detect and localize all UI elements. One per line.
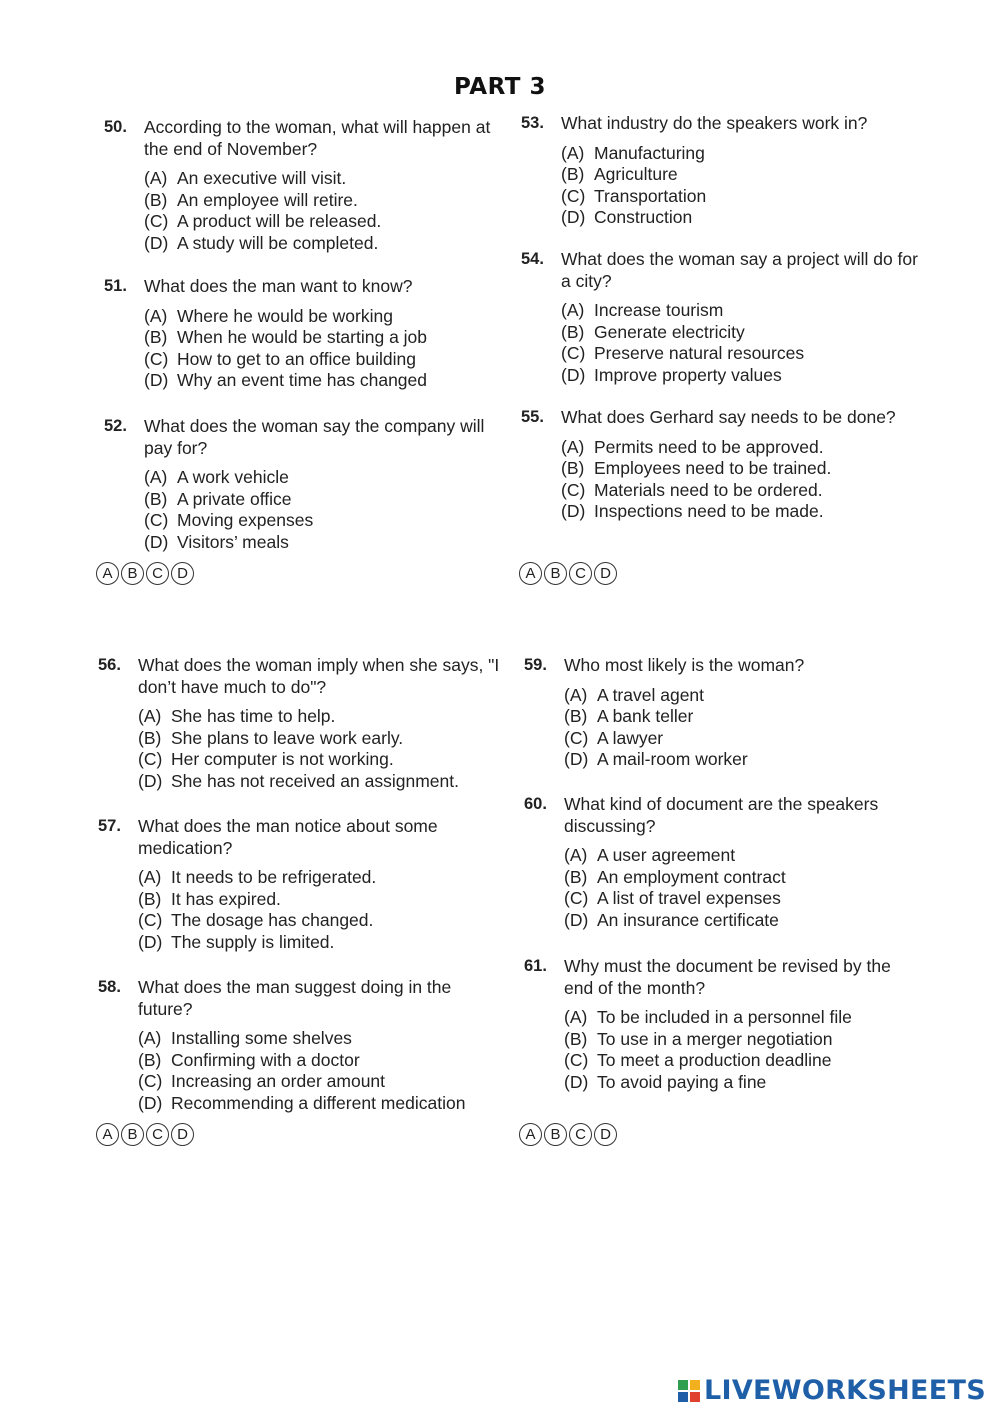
- question-number: 57.: [98, 817, 121, 835]
- question-header: [524, 794, 924, 837]
- option-item: [138, 749, 508, 771]
- option-text: Visitors’ meals: [177, 531, 289, 552]
- option-item: [561, 343, 921, 365]
- option-item: [144, 190, 504, 212]
- option-letter: (C): [144, 348, 169, 369]
- question-header: [104, 276, 504, 298]
- option-text: When he would be starting a job: [177, 327, 428, 348]
- option-item: [144, 327, 504, 349]
- answer-bubble-b[interactable]: B: [544, 562, 567, 585]
- option-text: A private office: [177, 488, 292, 509]
- option-item: [564, 867, 924, 889]
- option-text: Increasing an order amount: [171, 1071, 386, 1092]
- option-item: [138, 1028, 498, 1050]
- question-header: [104, 117, 504, 160]
- option-letter: (A): [138, 706, 162, 726]
- option-letter: (C): [564, 888, 589, 909]
- option-letter: (A): [138, 867, 162, 887]
- answer-bubble-d[interactable]: D: [594, 1123, 617, 1146]
- option-item: [144, 489, 509, 511]
- option-list: [104, 306, 504, 392]
- question-number: 61.: [524, 957, 547, 975]
- option-text: To avoid paying a fine: [597, 1071, 767, 1092]
- option-letter: (B): [138, 727, 162, 748]
- option-letter: (B): [138, 888, 162, 909]
- question-header: [98, 816, 498, 859]
- option-text: Moving expenses: [177, 510, 314, 531]
- option-letter: (D): [561, 501, 586, 522]
- option-item: [561, 365, 921, 387]
- option-letter: (A): [564, 684, 588, 705]
- question-text: Who most likely is the woman?: [564, 655, 805, 675]
- option-letter: (B): [138, 1049, 162, 1070]
- option-item: [564, 845, 924, 867]
- option-letter: (D): [138, 1092, 163, 1113]
- option-item: [138, 1071, 498, 1093]
- question-block: [524, 655, 924, 771]
- question-text: What does the man suggest doing in the future?: [138, 977, 452, 1019]
- option-item: [561, 164, 921, 186]
- question-number: 51.: [104, 277, 127, 295]
- option-text: A mail-room worker: [597, 749, 748, 770]
- question-header: [521, 113, 921, 135]
- question-block: [104, 276, 504, 392]
- answer-bubble-d[interactable]: D: [594, 562, 617, 585]
- question-text: What does the woman imply when she says, "I don’t have much to do"?: [138, 655, 500, 697]
- question-text: What does the man want to know?: [144, 276, 413, 296]
- option-list: [524, 845, 924, 931]
- page-title: PART 3: [454, 74, 546, 100]
- option-text: Where he would be working: [177, 305, 393, 326]
- answer-bubbles: [519, 562, 617, 585]
- option-text: A work vehicle: [177, 467, 289, 487]
- option-letter: (D): [561, 364, 586, 385]
- option-text: A bank teller: [597, 706, 694, 727]
- option-item: [138, 728, 508, 750]
- option-list: [521, 143, 921, 229]
- question-block: [104, 117, 504, 254]
- question-block: [98, 816, 498, 953]
- question-block: [98, 655, 508, 792]
- liveworksheets-logo-icon: [677, 1379, 701, 1403]
- option-text: She has time to help.: [171, 706, 336, 726]
- option-item: [144, 168, 504, 190]
- option-text: An employment contract: [597, 866, 786, 887]
- option-item: [138, 706, 508, 728]
- option-item: [564, 749, 924, 771]
- option-item: [138, 889, 498, 911]
- option-text: Permits need to be approved.: [594, 436, 824, 457]
- option-letter: (D): [561, 207, 586, 228]
- option-item: [138, 867, 498, 889]
- question-number: 56.: [98, 656, 121, 674]
- option-text: It needs to be refrigerated.: [171, 867, 377, 887]
- option-text: An insurance certificate: [597, 909, 779, 930]
- option-text: Recommending a different medication: [171, 1092, 466, 1113]
- option-list: [98, 706, 508, 792]
- option-text: To be included in a personnel file: [597, 1007, 852, 1027]
- option-letter: (A): [561, 436, 585, 457]
- question-header: [521, 407, 921, 429]
- option-letter: (B): [144, 488, 168, 509]
- answer-bubble-b[interactable]: B: [121, 562, 144, 585]
- option-letter: (A): [144, 305, 168, 326]
- option-letter: (A): [561, 142, 585, 163]
- option-item: [144, 233, 504, 255]
- question-text: What does Gerhard say needs to be done?: [561, 407, 896, 427]
- option-letter: (A): [564, 845, 588, 865]
- question-number: 50.: [104, 118, 127, 136]
- question-block: [98, 977, 498, 1114]
- answer-bubble-d[interactable]: D: [171, 562, 194, 585]
- option-text: Generate electricity: [594, 321, 745, 342]
- question-number: 58.: [98, 978, 121, 996]
- option-item: [144, 306, 504, 328]
- option-letter: (C): [564, 1050, 589, 1071]
- option-letter: (D): [144, 232, 169, 253]
- option-list: [98, 867, 498, 953]
- answer-bubble-c[interactable]: C: [146, 1123, 169, 1146]
- option-item: [564, 1007, 924, 1029]
- option-item: [144, 510, 509, 532]
- answer-bubble-b[interactable]: B: [121, 1123, 144, 1146]
- question-header: [98, 977, 498, 1020]
- option-letter: (D): [564, 1071, 589, 1092]
- option-item: [564, 706, 924, 728]
- option-text: A study will be completed.: [177, 232, 379, 253]
- question-text: What does the woman say the company will pay for?: [144, 416, 485, 458]
- option-letter: (D): [138, 931, 163, 952]
- option-item: [561, 458, 921, 480]
- question-block: [524, 956, 924, 1093]
- option-text: Her computer is not working.: [171, 749, 394, 770]
- option-item: [138, 1093, 498, 1115]
- answer-bubble-a[interactable]: A: [96, 562, 119, 585]
- option-letter: (D): [144, 370, 169, 391]
- option-letter: (C): [144, 211, 169, 232]
- option-text: Confirming with a doctor: [171, 1049, 360, 1070]
- question-block: [524, 794, 924, 931]
- option-text: It has expired.: [171, 888, 281, 909]
- option-text: A travel agent: [597, 684, 705, 705]
- option-letter: (B): [564, 706, 588, 727]
- option-text: Increase tourism: [594, 300, 724, 320]
- answer-bubble-a[interactable]: A: [519, 562, 542, 585]
- answer-bubble-b[interactable]: B: [544, 1123, 567, 1146]
- option-item: [138, 1050, 498, 1072]
- option-item: [564, 1050, 924, 1072]
- question-text: What does the woman say a project will do for a city?: [561, 249, 918, 291]
- option-letter: (B): [561, 164, 585, 185]
- option-letter: (C): [138, 749, 163, 770]
- question-block: [521, 249, 921, 386]
- option-text: Manufacturing: [594, 142, 705, 163]
- option-letter: (C): [144, 510, 169, 531]
- option-letter: (B): [144, 327, 168, 348]
- question-number: 52.: [104, 417, 127, 435]
- option-item: [564, 1072, 924, 1094]
- option-text: The supply is limited.: [171, 931, 335, 952]
- logo-text: LIVEWORKSHEETS: [703, 1375, 986, 1406]
- option-letter: (A): [144, 168, 168, 188]
- answer-bubble-d[interactable]: D: [171, 1123, 194, 1146]
- option-list: [521, 300, 921, 386]
- option-letter: (B): [561, 321, 585, 342]
- option-text: Agriculture: [594, 164, 678, 185]
- liveworksheets-logo: [677, 1375, 986, 1406]
- option-item: [561, 143, 921, 165]
- option-item: [564, 728, 924, 750]
- option-list: [98, 1028, 498, 1114]
- option-item: [144, 211, 504, 233]
- question-number: 54.: [521, 250, 544, 268]
- option-letter: (C): [564, 727, 589, 748]
- option-list: [521, 437, 921, 523]
- option-text: The dosage has changed.: [171, 910, 374, 931]
- option-item: [561, 322, 921, 344]
- option-letter: (A): [144, 467, 168, 487]
- option-letter: (A): [138, 1028, 162, 1048]
- answer-bubble-c[interactable]: C: [569, 1123, 592, 1146]
- question-text: According to the woman, what will happen at the end of November?: [144, 117, 491, 159]
- option-text: To meet a production deadline: [597, 1050, 832, 1071]
- question-number: 59.: [524, 656, 547, 674]
- option-item: [138, 771, 508, 793]
- answer-bubble-c[interactable]: C: [569, 562, 592, 585]
- option-item: [144, 370, 504, 392]
- option-letter: (D): [564, 909, 589, 930]
- option-letter: (B): [561, 458, 585, 479]
- answer-bubble-a[interactable]: A: [519, 1123, 542, 1146]
- option-item: [138, 932, 498, 954]
- option-text: To use in a merger negotiation: [597, 1028, 833, 1049]
- option-text: A user agreement: [597, 845, 736, 865]
- answer-bubbles: [519, 1123, 617, 1146]
- question-block: [521, 113, 921, 229]
- option-item: [564, 1029, 924, 1051]
- option-list: [104, 467, 509, 553]
- question-text: What industry do the speakers work in?: [561, 113, 868, 133]
- option-letter: (A): [561, 300, 585, 320]
- question-text: What does the man notice about some medication?: [138, 816, 438, 858]
- option-list: [524, 685, 924, 771]
- option-letter: (B): [144, 189, 168, 210]
- option-text: Why an event time has changed: [177, 370, 428, 391]
- option-item: [144, 532, 509, 554]
- question-number: 55.: [521, 408, 544, 426]
- option-letter: (D): [138, 770, 163, 791]
- option-item: [561, 300, 921, 322]
- option-item: [564, 888, 924, 910]
- question-number: 53.: [521, 114, 544, 132]
- option-item: [564, 910, 924, 932]
- option-text: She plans to leave work early.: [171, 727, 404, 748]
- answer-bubble-a[interactable]: A: [96, 1123, 119, 1146]
- option-letter: (C): [561, 343, 586, 364]
- option-item: [561, 501, 921, 523]
- option-text: Transportation: [594, 185, 707, 206]
- option-text: A lawyer: [597, 727, 664, 748]
- option-letter: (C): [138, 910, 163, 931]
- option-text: Employees need to be trained.: [594, 458, 832, 479]
- question-header: [521, 249, 921, 292]
- option-letter: (D): [564, 749, 589, 770]
- option-text: How to get to an office building: [177, 348, 417, 369]
- question-header: [524, 655, 924, 677]
- option-letter: (A): [564, 1007, 588, 1027]
- question-header: [524, 956, 924, 999]
- question-block: [104, 416, 509, 553]
- option-letter: (B): [564, 1028, 588, 1049]
- option-text: Inspections need to be made.: [594, 501, 824, 522]
- option-item: [564, 685, 924, 707]
- option-text: A product will be released.: [177, 211, 382, 232]
- question-number: 60.: [524, 795, 547, 813]
- option-letter: (C): [561, 185, 586, 206]
- option-letter: (D): [144, 531, 169, 552]
- option-text: An executive will visit.: [177, 168, 347, 188]
- option-letter: (C): [138, 1071, 163, 1092]
- option-item: [144, 349, 504, 371]
- option-item: [138, 910, 498, 932]
- option-letter: (C): [561, 479, 586, 500]
- option-text: She has not received an assignment.: [171, 770, 459, 791]
- option-text: Improve property values: [594, 364, 782, 385]
- option-text: Materials need to be ordered.: [594, 479, 823, 500]
- question-header: [98, 655, 508, 698]
- answer-bubbles: [96, 1123, 194, 1146]
- option-text: Installing some shelves: [171, 1028, 352, 1048]
- option-item: [561, 437, 921, 459]
- question-header: [104, 416, 509, 459]
- option-item: [561, 207, 921, 229]
- option-text: Construction: [594, 207, 693, 228]
- option-item: [561, 186, 921, 208]
- answer-bubbles: [96, 562, 194, 585]
- question-block: [521, 407, 921, 523]
- option-item: [561, 480, 921, 502]
- option-text: A list of travel expenses: [597, 888, 781, 909]
- option-text: Preserve natural resources: [594, 343, 805, 364]
- option-text: An employee will retire.: [177, 189, 358, 210]
- option-list: [104, 168, 504, 254]
- answer-bubble-c[interactable]: C: [146, 562, 169, 585]
- question-text: Why must the document be revised by the end of the month?: [564, 956, 891, 998]
- option-list: [524, 1007, 924, 1093]
- question-text: What kind of document are the speakers discussing?: [564, 794, 879, 836]
- option-letter: (B): [564, 866, 588, 887]
- option-item: [144, 467, 509, 489]
